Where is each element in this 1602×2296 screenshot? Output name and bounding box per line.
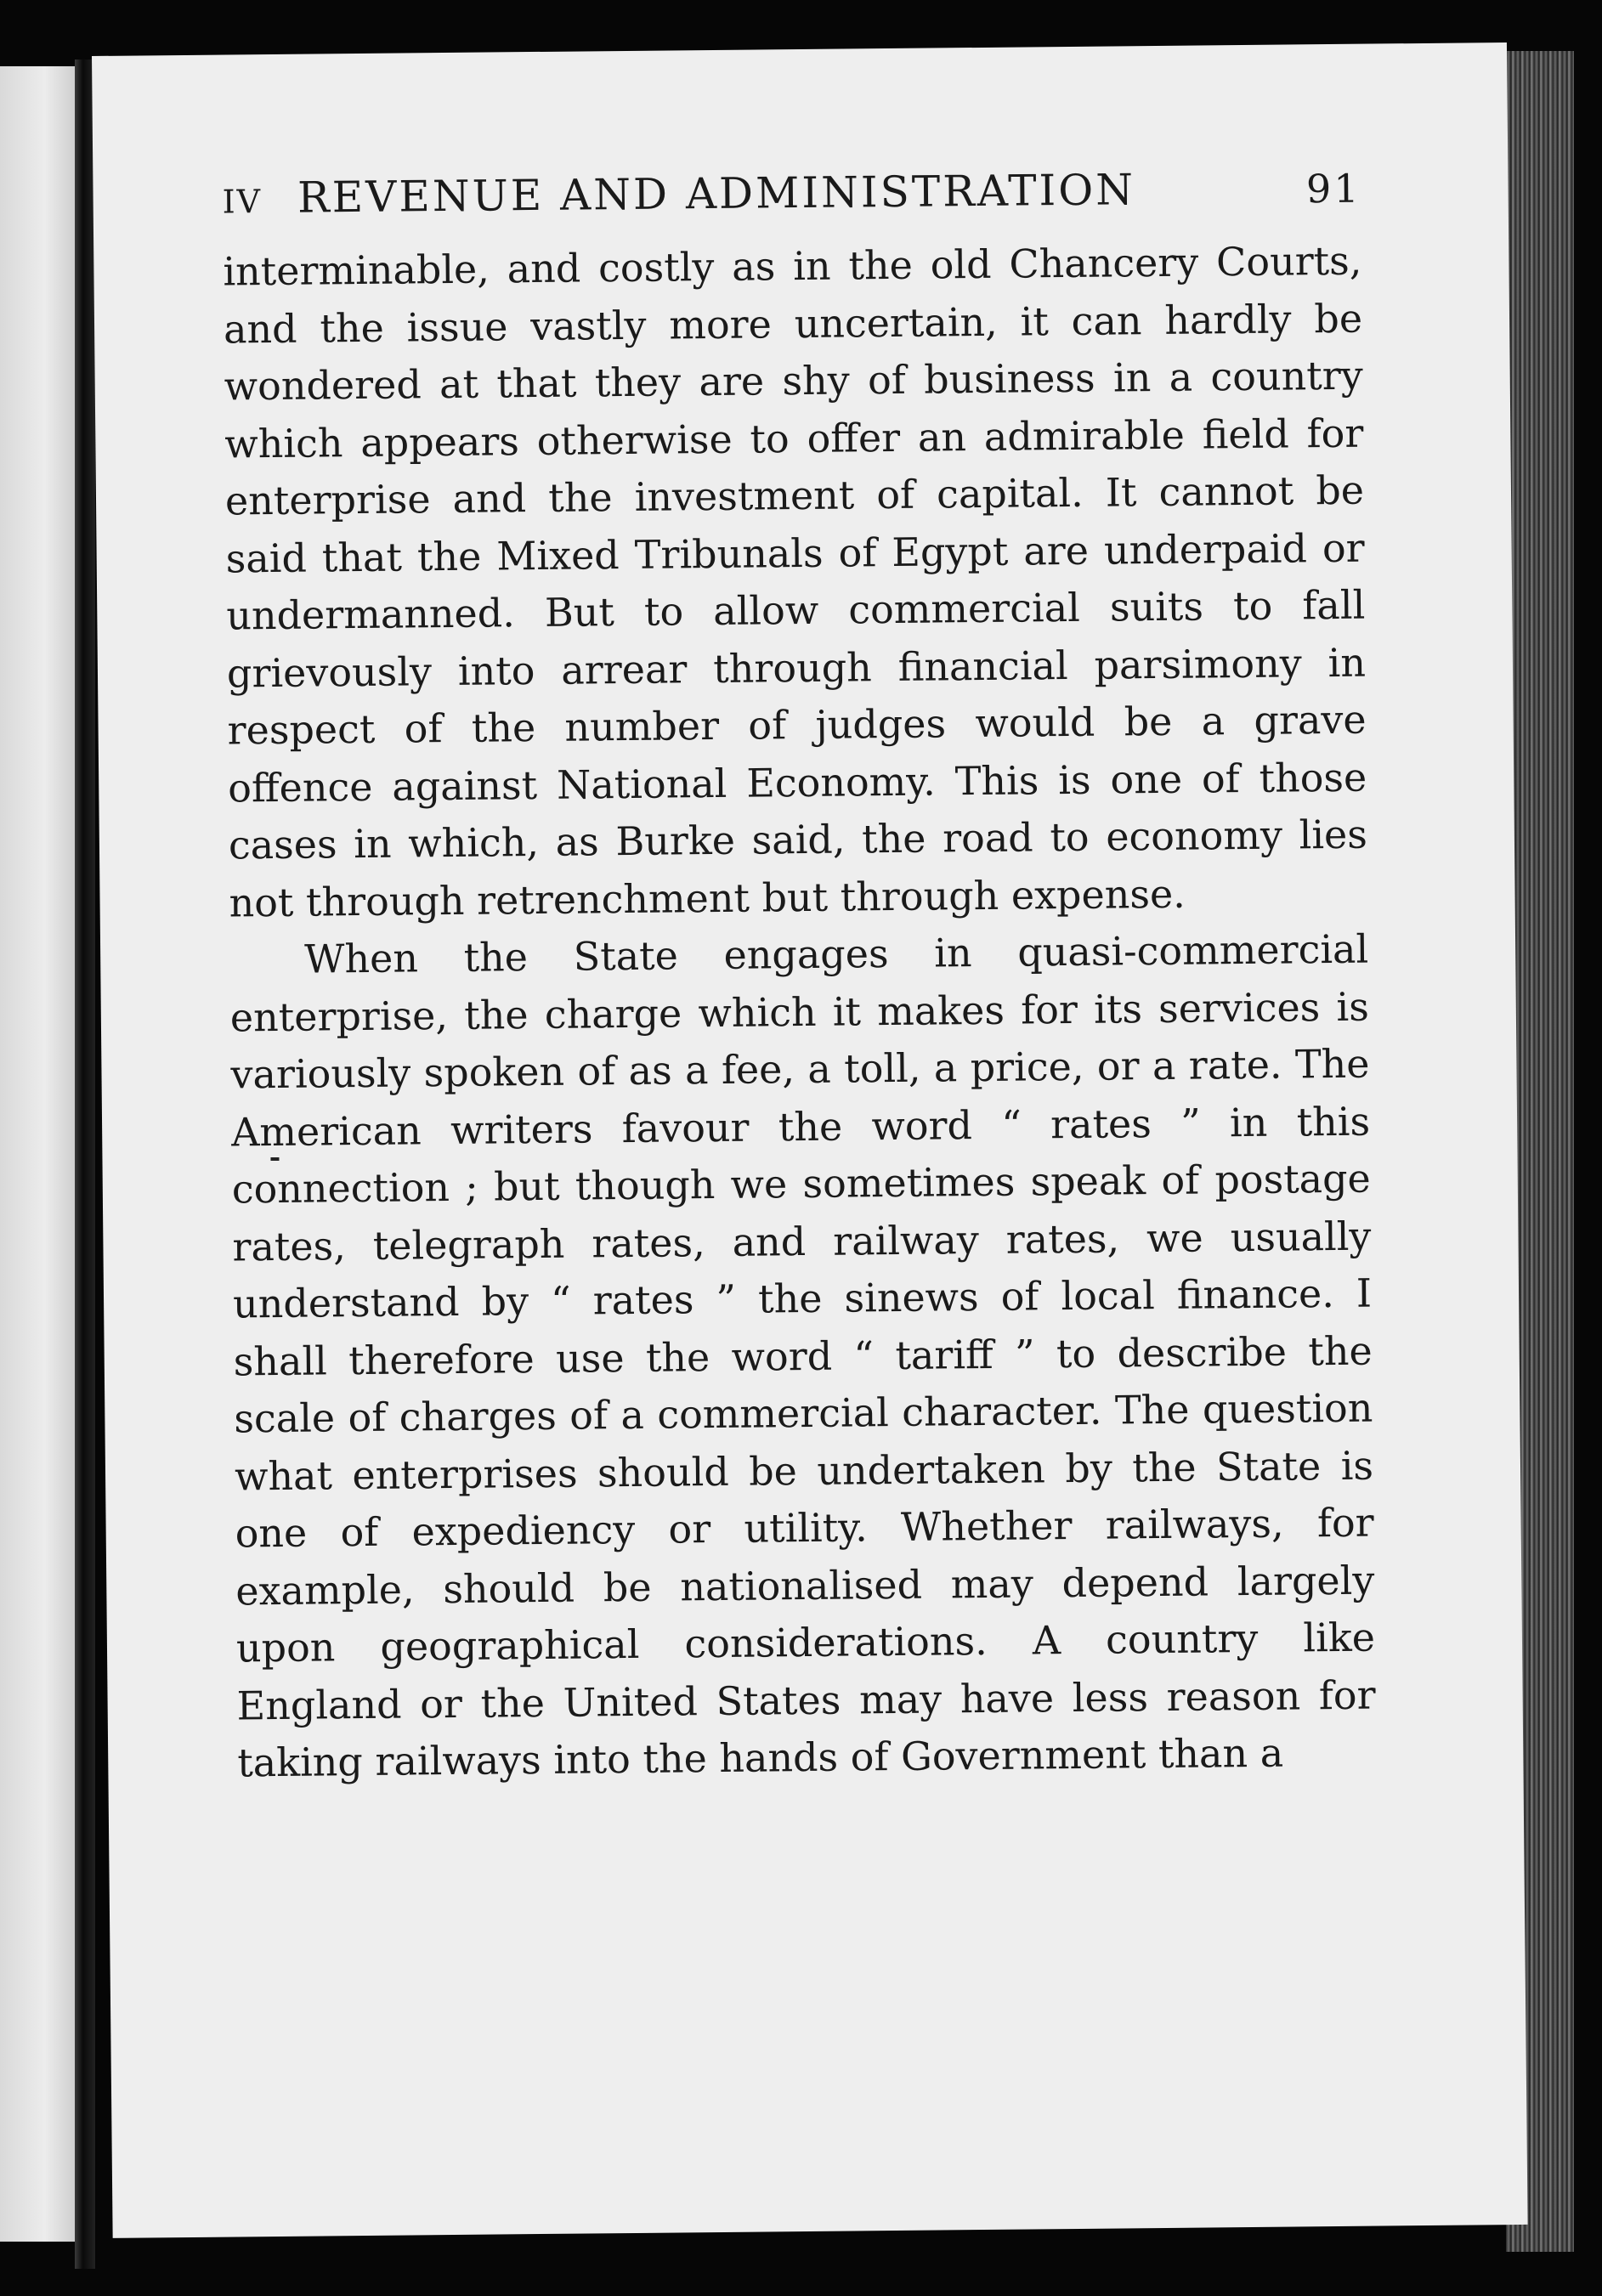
book-gutter — [75, 59, 95, 2269]
chapter-number: IV — [222, 183, 263, 221]
facing-page-edge — [0, 66, 75, 2242]
book-page — [92, 42, 1528, 2238]
running-head — [222, 163, 1361, 223]
page-text-block — [222, 163, 1376, 1792]
body-paragraph: When the State engages in quasi-commercial enterprise, the charge which it makes for its services is variously spoken of as a fee, a toll, a price, or a rate. The American writers favour the word “ rates ” in this connection ; but though we sometimes speak of postage rates, telegraph rates, and railway rates, we usually understand by “ rates ” the sinews of local finance. I shall therefore use the word “ tariff ” to describe the scale of charges of a commercial character. The question what enterprises should be undertaken by the State is one of expediency or utility. Whether railways, for example, should be nationalised may depend largely upon geographical considerations. A country like England or the United States may have less reason for taking railways into the hands of Government than a — [229, 925, 1376, 1786]
page-number: 91 — [1305, 165, 1361, 212]
body-paragraph: interminable, and costly as in the old Chancery Courts, and the issue vastly more uncertain, it can hardly be wondered at that they are shy of business in a country which appears otherwise to offer an admirable field for enterprise and the investment of capital. It cannot be said that the Mixed Tribunals of Egypt are underpaid or undermanned. But to allow commercial suits to fall grievously into arrear through financial parsimony in respect of the number of judges would be a grave offence against National Economy. This is one of those cases in which, as Burke said, the road to economy lies not through retrenchment but through expense. — [223, 237, 1368, 925]
running-title: REVENUE AND ADMINISTRATION — [297, 165, 1136, 223]
